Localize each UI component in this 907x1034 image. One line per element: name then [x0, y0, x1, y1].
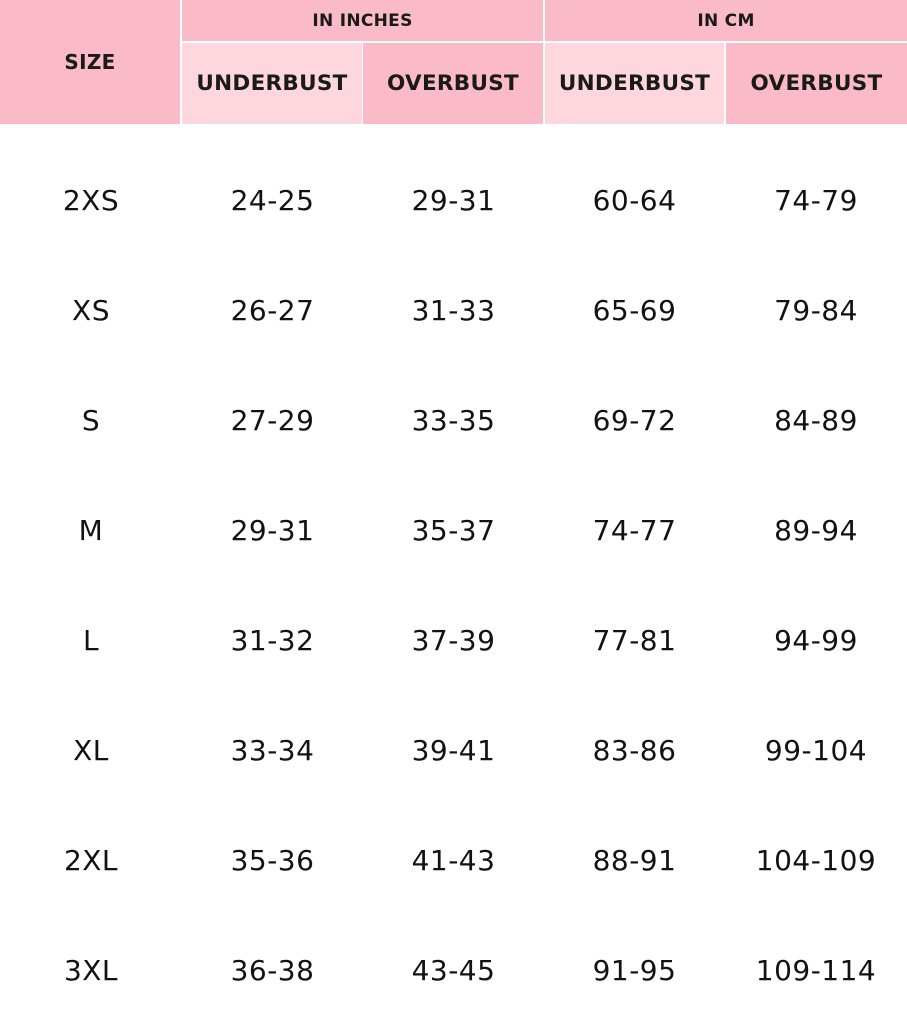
underbust-inches-cell: 29-31 — [230, 513, 315, 547]
table-row — [0, 695, 907, 805]
underbust-inches-cell: 33-34 — [230, 733, 315, 767]
underbust-cm-cell: 88-91 — [592, 843, 677, 877]
table-row — [0, 475, 907, 585]
underbust-cm-cell: 91-95 — [592, 953, 677, 987]
table-row — [0, 145, 907, 255]
overbust-cm-cell: 104-109 — [755, 843, 877, 877]
overbust-cm-cell: 74-79 — [774, 183, 858, 217]
cm-overbust-header: OVERBUST — [726, 43, 907, 124]
table-row — [0, 365, 907, 475]
table-row — [0, 585, 907, 695]
underbust-inches-cell: 36-38 — [230, 953, 315, 987]
underbust-cm-cell: 77-81 — [592, 623, 677, 657]
size-cell: XS — [72, 293, 110, 327]
overbust-cm-cell: 94-99 — [774, 623, 858, 657]
overbust-cm-cell: 99-104 — [764, 733, 868, 767]
overbust-cm-cell: 79-84 — [774, 293, 858, 327]
overbust-inches-cell: 35-37 — [411, 513, 496, 547]
inches-overbust-header: OVERBUST — [363, 43, 543, 124]
underbust-cm-cell: 83-86 — [592, 733, 677, 767]
size-cell: 2XS — [62, 183, 120, 217]
overbust-cm-cell: 84-89 — [774, 403, 858, 437]
underbust-inches-cell: 26-27 — [230, 293, 315, 327]
size-column-header: SIZE — [0, 0, 180, 124]
overbust-inches-cell: 29-31 — [411, 183, 496, 217]
overbust-inches-cell: 39-41 — [411, 733, 496, 767]
size-cell: 3XL — [63, 953, 119, 987]
underbust-inches-cell: 27-29 — [230, 403, 315, 437]
inches-underbust-header: UNDERBUST — [182, 43, 362, 124]
size-cell: M — [78, 513, 104, 547]
size-cell: XL — [73, 733, 109, 767]
overbust-inches-cell: 33-35 — [411, 403, 496, 437]
underbust-cm-cell: 60-64 — [592, 183, 677, 217]
size-cell: 2XL — [63, 843, 119, 877]
underbust-inches-cell: 24-25 — [230, 183, 315, 217]
underbust-cm-cell: 65-69 — [592, 293, 677, 327]
overbust-inches-cell: 41-43 — [411, 843, 496, 877]
overbust-inches-cell: 31-33 — [411, 293, 496, 327]
inches-group-header: IN INCHES — [182, 0, 543, 41]
cm-underbust-header: UNDERBUST — [545, 43, 724, 124]
size-cell: S — [81, 403, 101, 437]
underbust-cm-cell: 74-77 — [592, 513, 677, 547]
size-cell: L — [82, 623, 100, 657]
table-row — [0, 805, 907, 915]
underbust-inches-cell: 35-36 — [230, 843, 315, 877]
table-row — [0, 255, 907, 365]
overbust-inches-cell: 37-39 — [411, 623, 496, 657]
cm-group-header: IN CM — [545, 0, 907, 41]
underbust-inches-cell: 31-32 — [230, 623, 315, 657]
overbust-cm-cell: 109-114 — [755, 953, 877, 987]
overbust-cm-cell: 89-94 — [774, 513, 858, 547]
table-row — [0, 915, 907, 1025]
overbust-inches-cell: 43-45 — [411, 953, 496, 987]
underbust-cm-cell: 69-72 — [592, 403, 677, 437]
